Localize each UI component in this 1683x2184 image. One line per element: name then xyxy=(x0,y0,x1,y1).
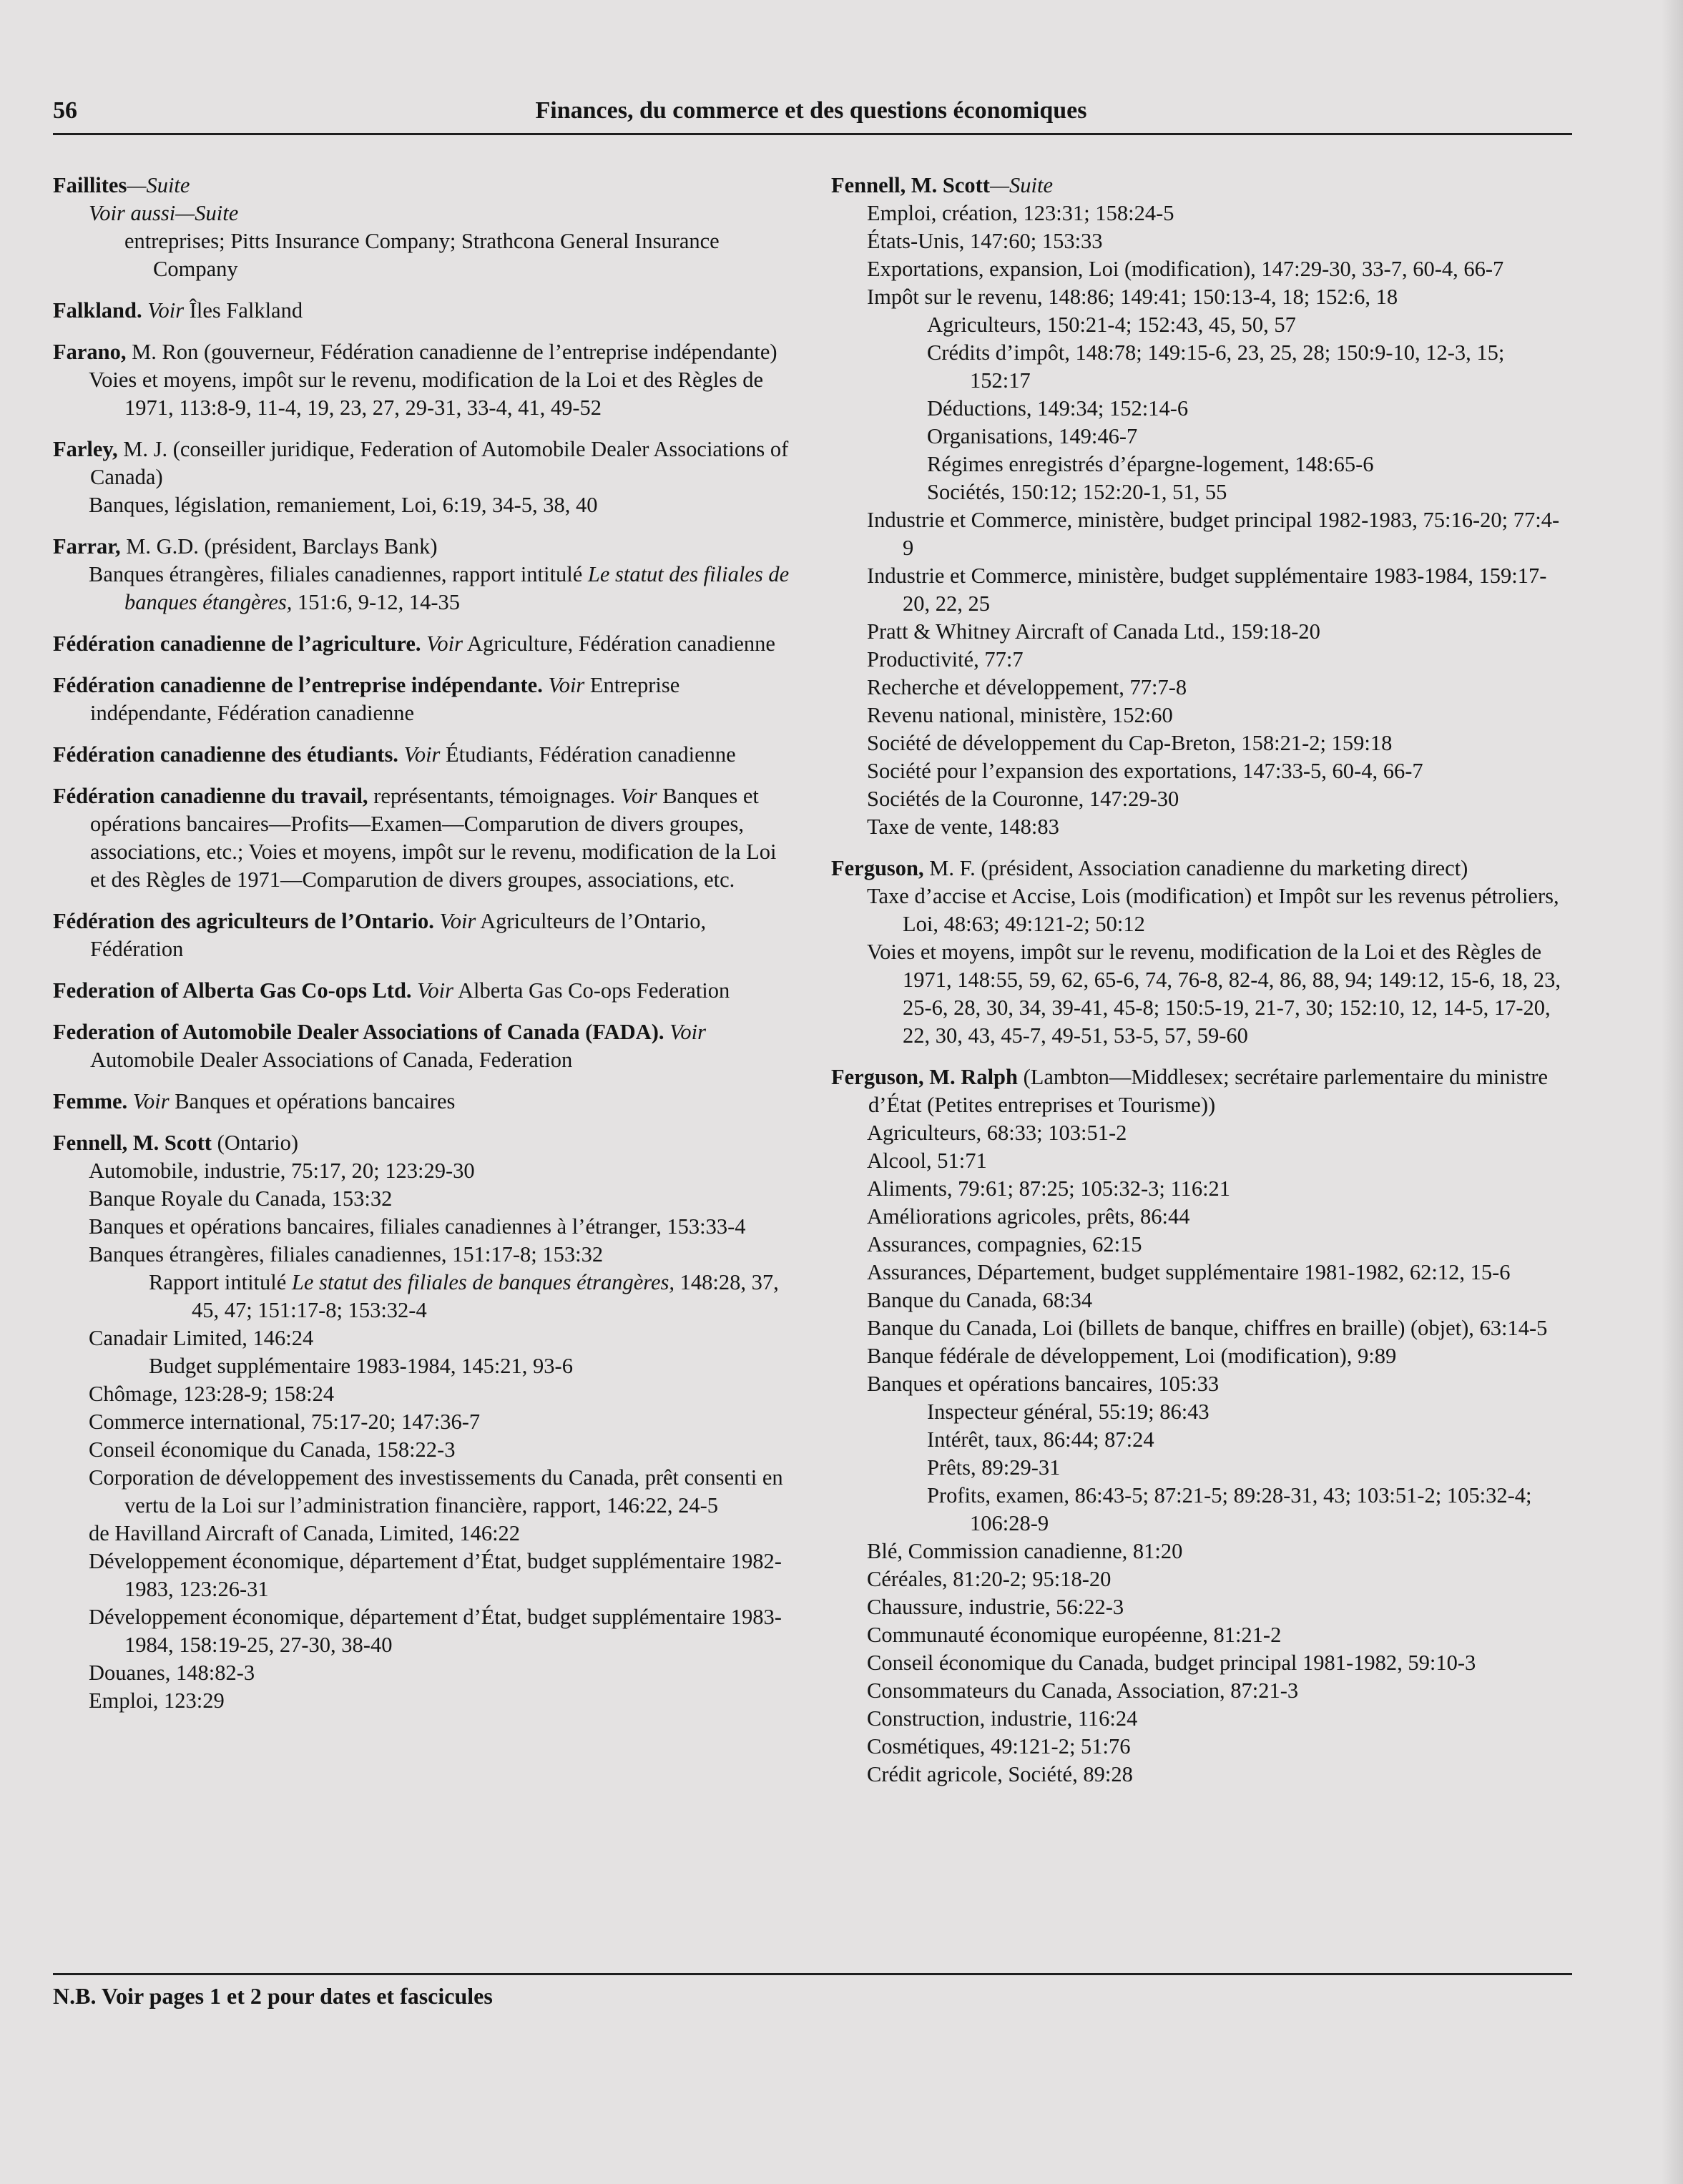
list-item: Prêts, 89:29-31 xyxy=(927,1455,1061,1480)
list-item: Assurances, compagnies, 62:15 xyxy=(867,1232,1142,1256)
footer-rule xyxy=(53,1973,1572,1975)
list-item: Agriculteurs, 150:21-4; 152:43, 45, 50, 57 xyxy=(927,313,1296,337)
list-item: États-Unis, 147:60; 153:33 xyxy=(867,229,1103,253)
list-item: Banque Royale du Canada, 153:32 xyxy=(89,1186,393,1211)
list-item: Automobile, industrie, 75:17, 20; 123:29-30 xyxy=(89,1159,475,1183)
list-item: Industrie et Commerce, ministère, budget principal 1982-1983, 75:16-20; 77:4-9 xyxy=(867,508,1560,560)
entry-fed-entreprise: Fédération canadienne de l’entreprise indépendante. Voir Entreprise indépendante, Fédération canadienne xyxy=(53,673,680,725)
entry-falkland: Falkland. Voir Îles Falkland xyxy=(53,298,303,323)
list-item: Crédit agricole, Société, 89:28 xyxy=(867,1762,1133,1786)
list-item: Société de développement du Cap-Breton, 158:21-2; 159:18 xyxy=(867,731,1393,755)
list-item: Régimes enregistrés d’épargne-logement, 148:65-6 xyxy=(927,452,1374,476)
list-item: Taxe d’accise et Accise, Lois (modification) et Impôt sur les revenus pétroliers, Loi, 48:63; 49:121-2; 50:12 xyxy=(867,884,1559,936)
list-item: Chômage, 123:28-9; 158:24 xyxy=(89,1382,335,1406)
list-item: Taxe de vente, 148:83 xyxy=(867,815,1059,839)
list-item: Emploi, création, 123:31; 158:24-5 xyxy=(867,201,1174,225)
list-item: de Havilland Aircraft of Canada, Limited, 146:22 xyxy=(89,1521,521,1545)
list-item: Améliorations agricoles, prêts, 86:44 xyxy=(867,1204,1190,1229)
entry-ferguson-f: Ferguson, M. F. (président, Association canadienne du marketing direct) Taxe d’accise et Accise, Lois (modification) et Impôt sur les revenus pétroliers, Loi, 48:63; 49:121-2; 50:12 Voies et moyens, impôt sur le revenu, modification de la Loi et des Règles de 1971, 148:55, 59, 62, 65-6, 74, 76-8, 82-4, 86, 88, 94; 149:12, 15-6, 18, 23, 25-6, 28, 30, 34, 39-41, 45-8; 150:5-19, 21-7, 30; 152:10, 12, 14-5, 17-20, 22, 30, 43, 45-7, 49-51, 53-5, 57, 59-60 xyxy=(831,855,1568,1050)
list-item: Emploi, 123:29 xyxy=(89,1688,225,1713)
list-item: Productivité, 77:7 xyxy=(867,647,1024,672)
list-item: Conseil économique du Canada, 158:22-3 xyxy=(89,1437,456,1462)
entry-femme: Femme. Voir Banques et opérations bancaires xyxy=(53,1089,456,1113)
list-item: Banques et opérations bancaires, filiales canadiennes à l’étranger, 153:33-4 xyxy=(89,1214,746,1239)
list-item: Corporation de développement des investissements du Canada, prêt consenti en vertu de la Loi sur l’administration financière, rapport, 146:22, 24-5 xyxy=(89,1465,783,1518)
list-item: Déductions, 149:34; 152:14-6 xyxy=(927,396,1189,420)
entry-farley: Farley, M. J. (conseiller juridique, Federation of Automobile Dealer Associations of Canada) Banques, législation, remaniement, Loi, 6:19, 34-5, 38, 40 xyxy=(53,437,789,517)
list-item: Organisations, 149:46-7 xyxy=(927,424,1138,448)
list-item: Douanes, 148:82-3 xyxy=(89,1661,255,1685)
list-item: Budget supplémentaire 1983-1984, 145:21, 93-6 xyxy=(149,1354,573,1378)
list-item: Impôt sur le revenu, 148:86; 149:41; 150:13-4, 18; 152:6, 18 xyxy=(867,285,1398,309)
entry-fed-fada: Federation of Automobile Dealer Associations of Canada (FADA). Voir Automobile Dealer Associations of Canada, Federation xyxy=(53,1020,706,1072)
list-item: Recherche et développement, 77:7-8 xyxy=(867,675,1187,699)
list-item: Conseil économique du Canada, budget principal 1981-1982, 59:10-3 xyxy=(867,1651,1476,1675)
list-item: Commerce international, 75:17-20; 147:36-7 xyxy=(89,1410,481,1434)
list-item: Banque du Canada, Loi (billets de banque, chiffres en braille) (objet), 63:14-5 xyxy=(867,1316,1548,1340)
list-item: Inspecteur général, 55:19; 86:43 xyxy=(927,1400,1209,1424)
entry-fennell-suite: Fennell, M. Scott—Suite Emploi, création, 123:31; 158:24-5 États-Unis, 147:60; 153:33 Exportations, expansion, Loi (modification), 147:29-30, 33-7, 60-4, 66-7 Impôt sur le revenu, 148:86; 149:41; 150:13-4, 18; 152:6, 18 Agriculteurs, 150:21-4; 152:43, 45, 50, 57 Crédits d’impôt, 148:78; 149:15-6, 23, 25, 28; 150:9-10, 12-3, 15; 152:17 Déductions, 149:34; 152:14-6 Organisations, 149:46-7 Régimes enregistrés d’épargne-logement, 148:65-6 Sociétés, 150:12; 152:20-1, 51, 55 Industrie et Commerce, ministère, budget principal 1982-1983, 75:16-20; 77:4-9 Industrie et Commerce, ministère, budget supplémentaire 1983-1984, 159:17-20, 22, 25 Pratt & Whitney Aircraft of Canada Ltd., 159:18-20 Productivité, 77:7 Recherche et développement, 77:7-8 Revenu national, ministère, 152:60 Société de développement du Cap-Breton, 158:21-2; 159:18 Société pour l’expansion des exportations, 147:33-5, 60-4, 66-7 Sociétés de la Couronne, 147:29-30 Taxe de vente, 148:83 xyxy=(831,172,1568,841)
list-item: Pratt & Whitney Aircraft of Canada Ltd., 159:18-20 xyxy=(867,619,1320,644)
running-head: Finances, du commerce et des questions économiques xyxy=(535,97,1087,124)
list-item: Exportations, expansion, Loi (modification), 147:29-30, 33-7, 60-4, 66-7 xyxy=(867,257,1504,281)
list-item: Crédits d’impôt, 148:78; 149:15-6, 23, 25, 28; 150:9-10, 12-3, 15; 152:17 xyxy=(927,340,1505,393)
list-item: Sociétés, 150:12; 152:20-1, 51, 55 xyxy=(927,480,1227,504)
list-item: Rapport intitulé Le statut des filiales de banques étrangères, 148:28, 37, 45, 47; 151:17-8; 153:32-4 xyxy=(149,1270,779,1322)
entry-fed-agriculture: Fédération canadienne de l’agriculture. Voir Agriculture, Fédération canadienne xyxy=(53,631,775,656)
list-item: Sociétés de la Couronne, 147:29-30 xyxy=(867,787,1179,811)
list-item: Société pour l’expansion des exportations, 147:33-5, 60-4, 66-7 xyxy=(867,759,1423,783)
list-item: Céréales, 81:20-2; 95:18-20 xyxy=(867,1567,1112,1591)
entry-fed-ontario: Fédération des agriculteurs de l’Ontario. Voir Agriculteurs de l’Ontario, Fédération xyxy=(53,909,707,961)
entry-farano: Farano, M. Ron (gouverneur, Fédération canadienne de l’entreprise indépendante) Voies et moyens, impôt sur le revenu, modification de la Loi et des Règles de 1971, 113:8-9, 11-4, 19, 23, 27, 29-31, 33-4, 41, 49-52 xyxy=(53,340,777,420)
list-item: Banques et opérations bancaires, 105:33 xyxy=(867,1372,1220,1396)
list-item: Assurances, Département, budget supplémentaire 1981-1982, 62:12, 15-6 xyxy=(867,1260,1511,1284)
list-item: Industrie et Commerce, ministère, budget supplémentaire 1983-1984, 159:17-20, 22, 25 xyxy=(867,564,1547,616)
left-column xyxy=(53,172,797,1728)
list-item: Revenu national, ministère, 152:60 xyxy=(867,703,1173,727)
list-item: Voies et moyens, impôt sur le revenu, modification de la Loi et des Règles de 1971, 148:55, 59, 62, 65-6, 74, 76-8, 82-4, 86, 88, 94; 149:12, 15-6, 18, 23, 25-6, 28, 30, 34, 39-41, 45-8; 150:5-19, 21-7, 30; 152:10, 12, 14-5, 17-20, 22, 30, 43, 45-7, 49-51, 53-5, 57, 59-60 xyxy=(867,940,1561,1048)
entry-faillites: Faillites—Suite Voir aussi—Suite entreprises; Pitts Insurance Company; Strathcona General Insurance Company xyxy=(53,173,720,281)
list-item: Banques étrangères, filiales canadiennes, 151:17-8; 153:32 xyxy=(89,1242,604,1266)
list-item: Cosmétiques, 49:121-2; 51:76 xyxy=(867,1734,1131,1758)
entry-farrar: Farrar, M. G.D. (président, Barclays Bank) Banques étrangères, filiales canadiennes, rapport intitulé Le statut des filiales de banques étangères, 151:6, 9-12, 14-35 xyxy=(53,534,790,614)
list-item: Blé, Commission canadienne, 81:20 xyxy=(867,1539,1183,1563)
header-rule xyxy=(53,133,1572,135)
page-header xyxy=(53,97,1569,132)
footer-note: N.B. Voir pages 1 et 2 pour dates et fascicules xyxy=(53,1983,493,2009)
entry-ferguson-ralph: Ferguson, M. Ralph (Lambton—Middlesex; secrétaire parlementaire du ministre d’État (Petites entreprises et Tourisme)) Agriculteurs, 68:33; 103:51-2 Alcool, 51:71 Aliments, 79:61; 87:25; 105:32-3; 116:21 Améliorations agricoles, prêts, 86:44 Assurances, compagnies, 62:15 Assurances, Département, budget supplémentaire 1981-1982, 62:12, 15-6 Banque du Canada, 68:34 Banque du Canada, Loi (billets de banque, chiffres en braille) (objet), 63:14-5 Banque fédérale de développement, Loi (modification), 9:89 Banques et opérations bancaires, 105:33 Inspecteur général, 55:19; 86:43 Intérêt, taux, 86:44; 87:24 Prêts, 89:29-31 Profits, examen, 86:43-5; 87:21-5; 89:28-31, 43; 103:51-2; 105:32-4; 106:28-9 Blé, Commission canadienne, 81:20 Céréales, 81:20-2; 95:18-20 Chaussure, industrie, 56:22-3 Communauté économique européenne, 81:21-2 Conseil économique du Canada, budget principal 1981-1982, 59:10-3 Consommateurs du Canada, Association, 87:21-3 Construction, industrie, 116:24 Cosmétiques, 49:121-2; 51:76 Crédit agricole, Société, 89:28 xyxy=(831,1063,1568,1789)
list-item: Développement économique, département d’État, budget supplémentaire 1982-1983, 123:26-31 xyxy=(89,1549,782,1601)
list-item: Développement économique, département d’État, budget supplémentaire 1983-1984, 158:19-25, 27-30, 38-40 xyxy=(89,1605,782,1657)
entry-fed-travail: Fédération canadienne du travail, représentants, témoignages. Voir Banques et opérations bancaires—Profits—Examen—Comparution de divers groupes, associations, etc.; Voies et moyens, impôt sur le revenu, modification de la Loi et des Règles de 1971—Comparution de divers groupes, associations, etc. xyxy=(53,784,777,892)
list-item: Communauté économique européenne, 81:21-2 xyxy=(867,1623,1282,1647)
entry-fennell: Fennell, M. Scott (Ontario) Automobile, industrie, 75:17, 20; 123:29-30 Banque Royale du Canada, 153:32 Banques et opérations bancaires, filiales canadiennes à l’étranger, 153:33-4 Banques étrangères, filiales canadiennes, 151:17-8; 153:32 Rapport intitulé Le statut des filiales de banques étrangères, 148:28, 37, 45, 47; 151:17-8; 153:32-4 Canadair Limited, 146:24 Budget supplémentaire 1983-1984, 145:21, 93-6 Chômage, 123:28-9; 158:24 Commerce international, 75:17-20; 147:36-7 Conseil économique du Canada, 158:22-3 Corporation de développement des investissements du Canada, prêt consenti en vertu de la Loi sur l’administration financière, rapport, 146:22, 24-5 de Havilland Aircraft of Canada, Limited, 146:22 Développement économique, département d’État, budget supplémentaire 1982-1983, 123:26-31 Développement économique, département d’État, budget supplémentaire 1983-1984, 158:19-25, 27-30, 38-40 Douanes, 148:82-3 Emploi, 123:29 xyxy=(53,1129,797,1715)
list-item: Agriculteurs, 68:33; 103:51-2 xyxy=(867,1121,1127,1145)
page-edge-shadow xyxy=(1662,0,1683,2184)
list-item: Banque du Canada, 68:34 xyxy=(867,1288,1093,1312)
entry-fed-etudiants: Fédération canadienne des étudiants. Voir Étudiants, Fédération canadienne xyxy=(53,742,736,767)
list-item: Construction, industrie, 116:24 xyxy=(867,1706,1138,1731)
list-item: Profits, examen, 86:43-5; 87:21-5; 89:28-31, 43; 103:51-2; 105:32-4; 106:28-9 xyxy=(927,1483,1532,1535)
page-number: 56 xyxy=(53,97,77,124)
list-item: Alcool, 51:71 xyxy=(867,1148,987,1173)
list-item: Banque fédérale de développement, Loi (modification), 9:89 xyxy=(867,1344,1397,1368)
right-column xyxy=(831,172,1568,1802)
entry-fed-alberta: Federation of Alberta Gas Co-ops Ltd. Voir Alberta Gas Co-ops Federation xyxy=(53,978,730,1003)
list-item: Chaussure, industrie, 56:22-3 xyxy=(867,1595,1124,1619)
list-item: Aliments, 79:61; 87:25; 105:32-3; 116:21 xyxy=(867,1176,1231,1201)
list-item: Intérêt, taux, 86:44; 87:24 xyxy=(927,1427,1154,1452)
list-item: Canadair Limited, 146:24 xyxy=(89,1326,314,1350)
list-item: Consommateurs du Canada, Association, 87:21-3 xyxy=(867,1678,1299,1703)
